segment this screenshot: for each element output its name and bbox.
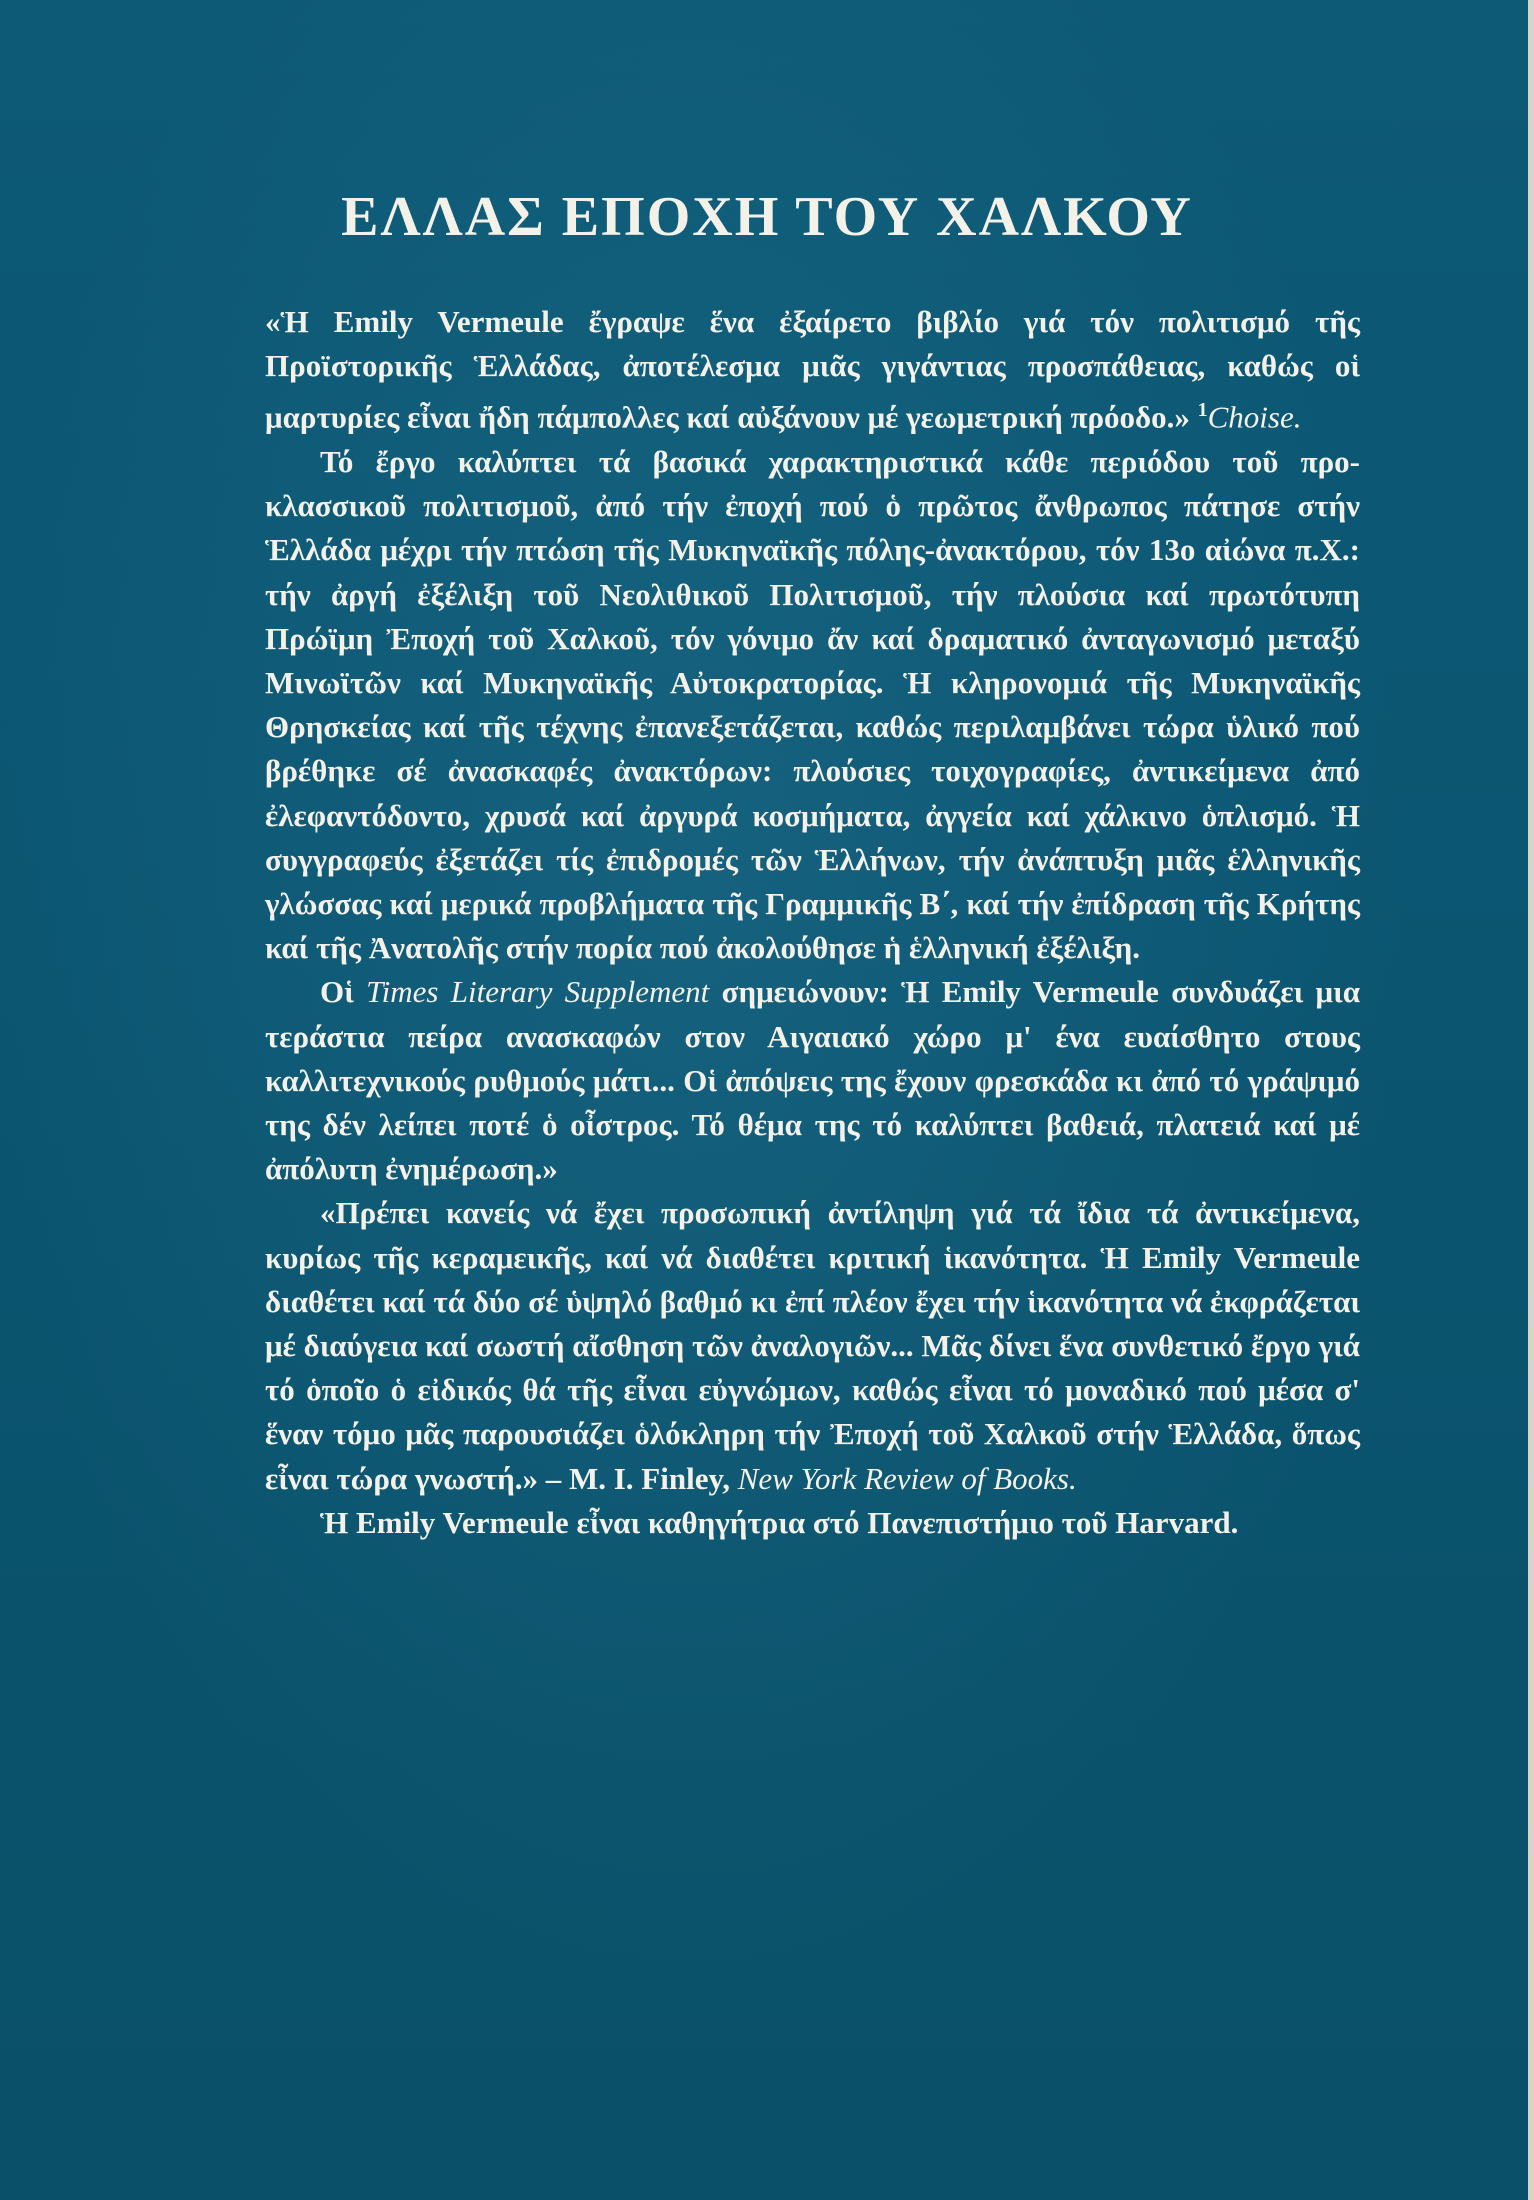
quote-source: Choise. — [1207, 399, 1302, 435]
cover-edge — [1528, 0, 1534, 2200]
paragraph-choise-quote — [265, 300, 1360, 440]
paragraph-text: Ἡ Emily Vermeule εἶναι καθηγήτρια στό Πανεπιστήμιο τοῦ Harvard. — [320, 1504, 1239, 1540]
blurb-text — [265, 300, 1360, 1545]
paragraph-text: «Ἡ Emily Vermeule ἔγραψε ἕνα ἐξαίρετο βιβλίο γιά τόν πολιτισμό τῆς Προϊστορικῆς Ἑλλάδας, ἀποτέλεσμα μιᾶς γιγάντιας προσπάθειας, καθώς οἱ μαρτυρίες εἶναι ἤδη πάμπολλες καί αὐξάνουν μέ γεωμετρική πρόοδο.» — [265, 304, 1360, 435]
paragraph-author-bio — [265, 1501, 1360, 1545]
paragraph-finley-quote — [265, 1191, 1360, 1500]
paragraph-text: Τό ἔργο καλύπτει τά βασικά χαρακτηριστικά κάθε περιόδου τοῦ προ-κλασσικοῦ πολιτισμοῦ, ἀπό τήν ἐποχή πού ὁ πρῶτος ἄνθρωπος πάτησε στήν Ἑλλάδα μέχρι τήν πτώση τῆς Μυκηναϊκῆς πόλης-ἀνακτόρου, τόν 13ο αἰώνα π.Χ.: τήν ἀργή ἐξέλιξη τοῦ Νεολιθικοῦ Πολιτισμοῦ, τήν πλούσια καί πρωτότυπη Πρώϊμη Ἐποχή τοῦ Χαλκοῦ, τόν γόνιμο ἄν καί δραματικό ἀνταγωνισμό μεταξύ Μινωϊτῶν καί Μυκηναϊκῆς Αὐτοκρατορίας. Ἡ κληρονομιά τῆς Μυκηναϊκῆς Θρησκείας καί τῆς τέχνης ἐπανεξετάζεται, καθώς περιλαμβάνει τώρα ὑλικό πού βρέθηκε σέ ἀνασκαφές ἀνακτόρων: πλούσιες τοιχογραφίες, ἀντικείμενα ἀπό ἐλεφαντόδοντο, χρυσά καί ἀργυρά κοσμήματα, ἀγγεία καί χάλκινο ὁπλισμό. Ἡ συγγραφεύς ἐξετάζει τίς ἐπιδρομές τῶν Ἑλλήνων, τήν ἀνάπτυξη μιᾶς ἑλληνικῆς γλώσσας καί μερικά προβλήματα τῆς Γραμμικῆς Β΄, καί τήν ἐπίδραση τῆς Κρήτης καί τῆς Ἀνατολῆς στήν πορία πού ἀκολούθησε ἡ ἑλληνική ἐξέλιξη. — [265, 443, 1360, 966]
paragraph-tls-quote — [265, 970, 1360, 1191]
paragraph-text: «Πρέπει κανείς νά ἔχει προσωπική ἀντίληψη γιά τά ἴδια τά ἀντικείμενα, κυρίως τῆς κεραμεικῆς, καί νά διαθέτει κριτική ἱκανότητα. Ἡ Emily Vermeule διαθέτει καί τά δύο σέ ὑψηλό βαθμό κι ἐπί πλέον ἔχει τήν ἱκανότητα νά ἐκφράζεται μέ διαύγεια καί σωστή αἴσθηση τῶν ἀναλογιῶν... Μᾶς δίνει ἕνα συνθετικό ἔργο γιά τό ὁποῖο ὁ εἰδικός θά τῆς εἶναι εὐγνώμων, καθώς εἶναι τό μοναδικό πού μέσα σ' ἕναν τόμο μᾶς παρουσιάζει ὁλόκληρη τήν Ἐποχή τοῦ Χαλκοῦ στήν Ἑλλάδα, ὅπως εἶναι τώρα γνωστή.» – M. I. Finley, — [265, 1195, 1360, 1496]
cover-title: ΕΛΛΑΣ ΕΠΟΧΗ ΤΟΥ ΧΑΛΚΟΥ — [341, 186, 1193, 248]
paragraph-text: σημειώνουν: Ἡ Emily Vermeule συνδυάζει μια τεράστια πείρα ανασκαφών στον Αιγαιακό χώρο μ' ένα ευαίσθητο στους καλλιτεχνικούς ρυθμούς μάτι... Οἱ ἀπόψεις της ἔχουν φρεσκάδα κι ἀπό τό γράψιμό της δέν λείπει ποτέ ὁ οἶστρος. Τό θέμα της τό καλύπτει βαθειά, πλατειά καί μέ ἀπόλυτη ἐνημέρωση.» — [265, 974, 1361, 1187]
paragraph-description — [265, 440, 1360, 970]
footnote-mark: 1 — [1197, 399, 1208, 422]
publication-name: Times Literary Supplement — [366, 974, 710, 1010]
paragraph-lead: Οἱ — [320, 974, 354, 1010]
quote-source: New York Review of Books. — [737, 1460, 1077, 1496]
